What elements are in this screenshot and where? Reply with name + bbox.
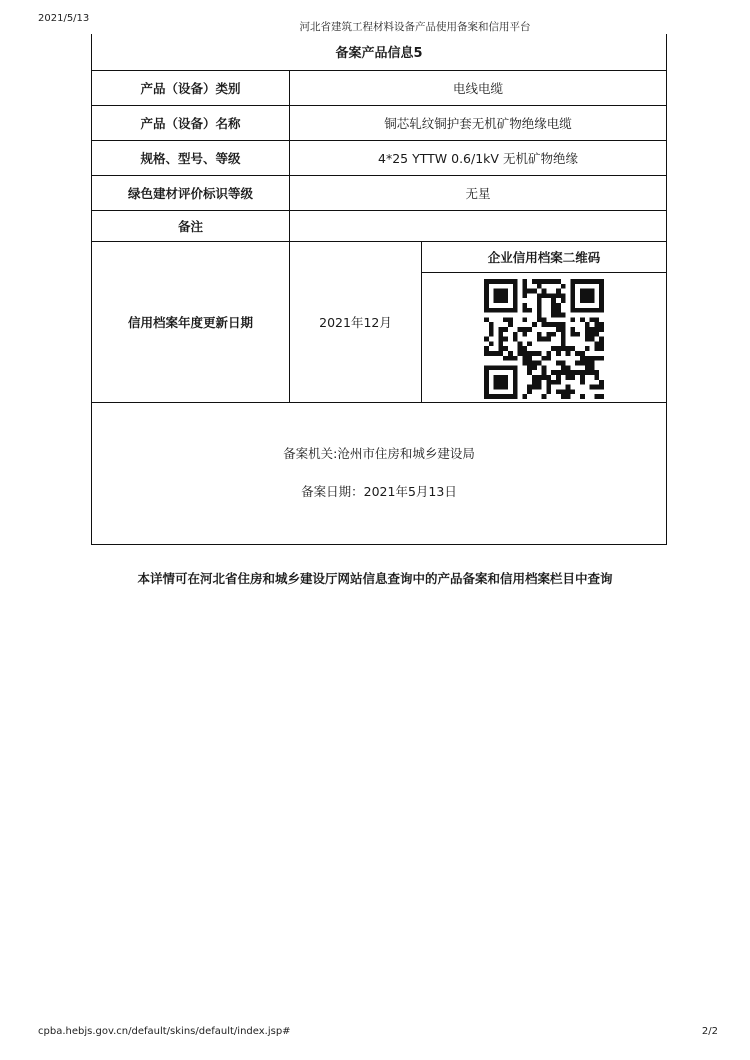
- table-row-green-rating: [92, 176, 666, 211]
- page-number: 2/2: [701, 1026, 718, 1037]
- table-row-credit: [92, 242, 666, 403]
- print-date: 2021/5/13: [38, 13, 90, 24]
- product-info-table: [91, 34, 667, 545]
- query-footnote: 本详情可在河北省住房和城乡建设厅网站信息查询中的产品备案和信用档案栏目中查询: [137, 571, 613, 586]
- section-title: 备案产品信息5: [92, 38, 666, 71]
- green-rating-label: 绿色建材评价标识等级: [92, 176, 290, 210]
- name-label: 产品（设备）名称: [92, 106, 290, 140]
- table-row-name: [92, 106, 666, 141]
- credit-update-date: 2021年12月: [290, 242, 422, 402]
- credit-update-label: 信用档案年度更新日期: [92, 242, 290, 402]
- filing-date: 备案日期：2021年5月13日: [301, 484, 457, 499]
- category-label: 产品（设备）类别: [92, 71, 290, 105]
- filing-authority: 备案机关:沧州市住房和城乡建设局: [283, 446, 475, 461]
- table-row-category: [92, 71, 666, 106]
- page-url: cpba.hebjs.gov.cn/default/skins/default/index.jsp#: [38, 1026, 291, 1037]
- qr-code: [484, 279, 604, 399]
- platform-title: 河北省建筑工程材料设备产品使用备案和信用平台: [299, 21, 531, 33]
- spec-label: 规格、型号、等级: [92, 141, 290, 175]
- category-value: 电线电缆: [452, 81, 503, 96]
- table-row-spec: [92, 141, 666, 176]
- qr-code-title: 企业信用档案二维码: [422, 242, 666, 273]
- name-value: 铜芯轧纹铜护套无机矿物绝缘电缆: [384, 116, 572, 131]
- remarks-value: [290, 211, 666, 241]
- spec-value: 4*25 YTTW 0.6/1kV 无机矿物绝缘: [378, 151, 578, 166]
- table-row-remarks: [92, 211, 666, 242]
- green-rating-value: 无星: [465, 186, 491, 201]
- remarks-label: 备注: [92, 211, 290, 241]
